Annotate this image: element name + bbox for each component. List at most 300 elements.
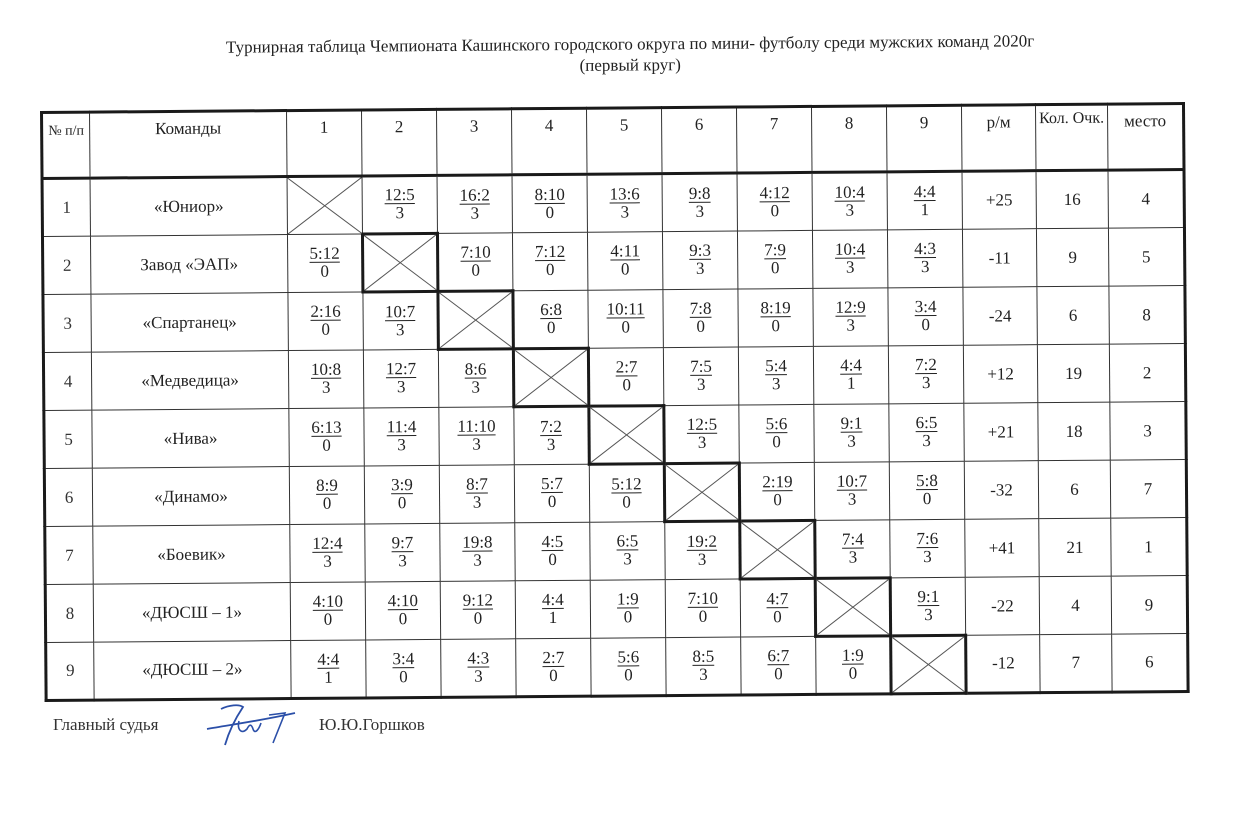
match-result-cell: [591, 638, 666, 697]
diagonal-cross-icon: [364, 235, 436, 291]
match-points: 0: [622, 374, 631, 394]
header-opponent: 1: [287, 110, 363, 177]
match-result-cell: [662, 231, 737, 290]
team-name: «Динамо»: [92, 467, 289, 527]
match-score: 5:4: [765, 356, 787, 376]
match-result: [392, 650, 414, 686]
match-result-cell: [366, 639, 441, 698]
goal-diff: -11: [962, 229, 1036, 288]
diagonal-cross-icon: [666, 465, 738, 521]
match-points: 0: [770, 258, 780, 278]
signature-icon: [199, 699, 309, 751]
match-score: 6:7: [767, 645, 790, 665]
match-score: 6:5: [915, 412, 938, 433]
goal-diff: -12: [966, 635, 1040, 694]
match-score: 9:8: [688, 183, 711, 203]
match-result-cell: [587, 232, 662, 291]
match-result: [688, 590, 719, 626]
match-score: 12:5: [686, 414, 718, 434]
match-result: [766, 590, 788, 626]
match-score: 7:10: [687, 588, 719, 608]
match-result: [617, 590, 639, 626]
match-score: 12:4: [312, 533, 343, 553]
match-score: 4:4: [541, 589, 564, 610]
match-score: 1:9: [841, 645, 864, 665]
match-score: 7:12: [534, 241, 566, 262]
match-result: [391, 534, 413, 570]
match-points: 3: [847, 489, 857, 509]
match-score: 4:11: [610, 241, 640, 261]
match-score: 7:2: [915, 354, 937, 375]
match-score: 11:10: [457, 416, 496, 436]
header-number: № п/п: [42, 112, 91, 178]
match-result-cell: [813, 288, 888, 347]
self-match-cell: [740, 520, 815, 579]
match-points: 0: [771, 316, 781, 336]
match-score: 4:3: [914, 238, 937, 259]
match-points: 3: [847, 431, 856, 451]
match-points: 0: [322, 493, 332, 513]
match-result-cell: [587, 174, 662, 233]
match-result: [606, 300, 644, 336]
match-score: 7:5: [690, 356, 712, 376]
match-result: [391, 476, 413, 512]
table-row: [42, 170, 1184, 237]
table-row: [45, 518, 1187, 585]
match-result: [384, 186, 415, 222]
goal-diff: +41: [965, 519, 1039, 578]
match-result: [541, 475, 563, 511]
match-score: 10:11: [606, 299, 645, 319]
match-result-cell: [590, 522, 665, 581]
match-result: [834, 183, 865, 219]
match-result: [610, 242, 640, 278]
match-result: [465, 360, 487, 396]
match-points: 3: [696, 374, 706, 394]
match-result: [385, 303, 416, 339]
match-result: [840, 357, 862, 393]
match-points: 3: [695, 201, 705, 221]
match-points: 3: [848, 547, 858, 567]
header-goal-diff: р/м: [961, 105, 1036, 172]
match-result: [313, 593, 344, 629]
table-row: [42, 228, 1184, 295]
match-score: 4:5: [541, 531, 564, 552]
match-score: 9:1: [840, 413, 863, 433]
header-opponent: 7: [736, 106, 812, 173]
match-points: 0: [848, 663, 858, 683]
row-number: 6: [44, 468, 92, 526]
match-score: 7:6: [916, 528, 939, 549]
table-row: [46, 634, 1188, 701]
match-result-cell: [739, 462, 814, 521]
team-name: «Юниор»: [90, 177, 287, 237]
goal-diff: +21: [964, 403, 1038, 462]
match-result: [765, 357, 787, 393]
match-score: 19:2: [686, 531, 718, 551]
match-result-cell: [439, 407, 514, 466]
match-points: 3: [623, 549, 632, 569]
match-result-cell: [814, 404, 889, 463]
match-result-cell: [440, 581, 515, 640]
match-points: 3: [395, 319, 405, 339]
match-result: [387, 418, 417, 454]
match-score: 12:9: [835, 297, 866, 317]
diagonal-cross-icon: [741, 522, 813, 578]
match-result: [463, 591, 494, 627]
row-number: 2: [42, 236, 90, 294]
diagonal-cross-icon: [439, 292, 511, 348]
match-result-cell: [815, 520, 890, 579]
match-points: 0: [471, 260, 481, 280]
header-opponent: 9: [886, 105, 962, 172]
goal-diff: +25: [962, 171, 1036, 230]
match-score: 9:7: [391, 533, 414, 553]
match-score: 12:5: [384, 185, 415, 205]
header-opponent: 3: [436, 109, 512, 176]
match-result-cell: [740, 578, 815, 637]
match-points: 3: [321, 377, 331, 397]
match-score: 4:3: [467, 647, 490, 668]
match-result-cell: [291, 640, 366, 699]
match-result: [760, 299, 791, 335]
match-result-cell: [516, 638, 591, 697]
match-result: [534, 185, 565, 221]
match-score: 3:4: [914, 296, 937, 317]
match-result-cell: [290, 524, 365, 583]
match-points: 3: [697, 432, 707, 452]
team-name: «Боевик»: [93, 525, 290, 585]
match-result-cell: [514, 406, 589, 465]
match-score: 16:2: [459, 184, 490, 205]
match-score: 4:10: [312, 591, 344, 611]
match-points: 3: [697, 549, 707, 569]
standings-sheet: [40, 102, 1190, 702]
match-points: 0: [547, 491, 557, 512]
match-result-cell: [364, 465, 439, 524]
match-score: 7:2: [540, 416, 562, 436]
match-result-cell: [590, 580, 665, 639]
match-result: [311, 361, 342, 397]
row-number: 1: [42, 178, 90, 236]
match-score: 7:10: [460, 241, 491, 262]
final-place: 4: [1108, 170, 1184, 229]
judge-name: Ю.Ю.Горшков: [319, 715, 425, 734]
match-result: [689, 184, 711, 220]
total-points: 18: [1038, 402, 1110, 461]
match-points: 3: [846, 315, 856, 335]
match-points: 0: [321, 319, 331, 339]
match-result-cell: [814, 462, 889, 521]
match-result: [690, 300, 712, 336]
match-result: [689, 242, 711, 278]
match-points: 3: [470, 203, 480, 223]
match-result-cell: [288, 292, 363, 351]
match-points: 3: [396, 377, 406, 397]
goal-diff: +12: [963, 345, 1037, 404]
match-score: 3:4: [392, 648, 415, 668]
match-result: [460, 243, 491, 279]
match-points: 3: [695, 258, 705, 278]
match-result-cell: [737, 230, 812, 289]
final-place: 7: [1110, 460, 1186, 519]
header-teams: Команды: [90, 111, 288, 179]
match-points: 0: [545, 202, 555, 222]
match-result-cell: [738, 288, 813, 347]
match-points: 0: [921, 315, 931, 335]
match-points: 0: [549, 665, 558, 685]
match-result: [388, 592, 419, 628]
match-points: 3: [620, 201, 630, 221]
match-points: 0: [773, 489, 782, 509]
match-points: 3: [771, 374, 781, 394]
match-result: [914, 182, 936, 218]
table-row: [45, 576, 1187, 643]
table-row: [43, 344, 1185, 411]
header-opponent: 6: [661, 107, 737, 174]
match-points: 0: [399, 666, 408, 686]
match-result-cell: [663, 289, 738, 348]
match-points: 1: [324, 667, 333, 687]
match-score: 10:8: [310, 359, 342, 379]
match-score: 4:4: [913, 181, 936, 201]
match-points: 3: [922, 431, 931, 451]
match-result-cell: [812, 172, 887, 231]
total-points: 4: [1039, 576, 1111, 635]
match-result: [535, 243, 566, 279]
match-points: 3: [699, 664, 708, 684]
match-score: 6:8: [540, 299, 563, 319]
match-result-cell: [890, 577, 965, 636]
final-place: 9: [1111, 576, 1187, 635]
match-result-cell: [439, 465, 514, 524]
table-row: [44, 460, 1186, 527]
self-match-cell: [362, 233, 437, 292]
self-match-cell: [664, 463, 739, 522]
match-result-cell: [362, 175, 437, 234]
match-result: [916, 472, 938, 508]
match-result-cell: [437, 233, 512, 292]
goal-diff: -22: [965, 577, 1039, 636]
match-result-cell: [738, 346, 813, 405]
match-result: [764, 241, 786, 277]
match-result-cell: [289, 408, 364, 467]
match-score: 2:7: [542, 647, 565, 667]
match-points: 0: [322, 435, 331, 455]
match-points: 0: [774, 663, 783, 683]
match-score: 11:4: [386, 417, 417, 437]
total-points: 9: [1036, 228, 1108, 287]
match-result: [841, 415, 863, 451]
header-points: Кол. Очк.: [1035, 104, 1108, 171]
match-score: 7:8: [689, 298, 712, 318]
match-result-cell: [737, 172, 812, 231]
match-result-cell: [364, 407, 439, 466]
match-points: 0: [621, 317, 631, 337]
match-score: 6:13: [311, 417, 342, 437]
row-number: 9: [46, 642, 94, 700]
header-opponent: 4: [511, 108, 587, 175]
match-result-cell: [887, 229, 962, 288]
diagonal-cross-icon: [590, 407, 662, 463]
match-score: 2:16: [310, 301, 341, 321]
self-match-cell: [589, 406, 664, 465]
match-result-cell: [888, 287, 963, 346]
row-number: 3: [43, 294, 91, 352]
match-result: [917, 587, 939, 623]
match-result: [842, 530, 864, 566]
match-score: 8:10: [534, 184, 565, 204]
team-name: «Спартанец»: [91, 293, 288, 353]
match-result-cell: [589, 464, 664, 523]
match-result-cell: [816, 636, 891, 695]
match-result: [542, 648, 564, 684]
diagonal-cross-icon: [288, 177, 362, 234]
match-points: 0: [620, 259, 630, 279]
team-name: «Медведица»: [91, 351, 288, 411]
match-points: 1: [548, 607, 558, 628]
match-result-cell: [889, 461, 964, 520]
match-points: 0: [548, 549, 557, 570]
row-number: 5: [44, 410, 92, 468]
match-result-cell: [365, 581, 440, 640]
match-score: 13:6: [609, 183, 640, 204]
match-points: 0: [320, 261, 330, 281]
title-line-2: (первый круг): [579, 55, 681, 75]
total-points: 6: [1037, 286, 1109, 345]
match-result: [540, 417, 562, 453]
team-name: «ДЮСШ – 2»: [94, 641, 291, 701]
match-result: [837, 473, 868, 509]
match-result-cell: [663, 347, 738, 406]
match-result-cell: [515, 522, 590, 581]
match-points: 0: [624, 664, 633, 684]
row-number: 7: [45, 526, 93, 584]
match-score: 9:3: [689, 240, 712, 260]
match-result: [611, 475, 642, 511]
match-points: 3: [395, 203, 405, 223]
final-place: 5: [1108, 228, 1184, 287]
match-points: 3: [398, 551, 407, 571]
match-score: 10:4: [834, 182, 865, 202]
final-place: 8: [1109, 286, 1185, 345]
judge-label: Главный судья: [53, 715, 159, 734]
match-points: 0: [698, 606, 708, 626]
match-points: 0: [622, 491, 631, 511]
match-result: [309, 245, 340, 281]
match-result: [616, 358, 638, 394]
header-row: [42, 104, 1184, 179]
match-points: 3: [923, 547, 932, 567]
match-points: 1: [846, 373, 856, 393]
table-row: [44, 402, 1186, 469]
header-opponent: 8: [811, 106, 887, 173]
table-row: [43, 286, 1185, 353]
match-points: 3: [474, 666, 483, 686]
match-points: 0: [772, 432, 781, 452]
match-points: 0: [473, 608, 483, 628]
match-result-cell: [664, 405, 739, 464]
match-result: [542, 591, 564, 627]
match-points: 1: [920, 199, 930, 219]
match-result-cell: [665, 579, 740, 638]
match-result: [462, 533, 493, 569]
match-result-cell: [440, 523, 515, 582]
match-points: 3: [472, 434, 481, 454]
match-points: 0: [623, 607, 633, 627]
match-result: [466, 475, 488, 511]
match-result-cell: [666, 637, 741, 696]
match-result-cell: [514, 464, 589, 523]
match-points: 3: [845, 200, 855, 220]
match-result: [766, 415, 788, 451]
match-result: [687, 532, 718, 568]
match-result-cell: [438, 349, 513, 408]
row-number: 8: [45, 584, 93, 642]
match-score: 8:19: [760, 298, 791, 318]
match-result-cell: [512, 174, 587, 233]
match-result: [759, 184, 790, 220]
match-result-cell: [437, 175, 512, 234]
total-points: 6: [1038, 460, 1110, 519]
match-score: 10:4: [834, 239, 866, 259]
match-score: 7:4: [841, 529, 864, 549]
match-result-cell: [363, 349, 438, 408]
match-result: [687, 415, 718, 451]
total-points: 7: [1040, 634, 1112, 693]
match-score: 4:10: [387, 591, 419, 611]
match-result-cell: [889, 403, 964, 462]
self-match-cell: [891, 635, 966, 694]
match-result-cell: [739, 404, 814, 463]
diagonal-cross-icon: [515, 350, 587, 406]
standings-body: [42, 170, 1188, 701]
match-score: 4:4: [840, 355, 862, 375]
match-score: 1:9: [616, 589, 639, 609]
match-result: [690, 358, 712, 394]
match-score: 5:6: [765, 414, 788, 434]
match-points: 0: [773, 606, 782, 626]
match-result-cell: [890, 519, 965, 578]
match-points: 3: [397, 435, 406, 455]
match-result: [459, 186, 490, 222]
match-result-cell: [289, 466, 364, 525]
final-place: 3: [1110, 402, 1186, 461]
match-points: 0: [922, 489, 932, 509]
match-score: 4:7: [766, 588, 789, 608]
match-score: 10:7: [836, 471, 868, 491]
match-result: [835, 299, 866, 335]
match-result-cell: [812, 230, 887, 289]
row-number: 4: [43, 352, 91, 410]
match-points: 3: [472, 492, 482, 512]
match-score: 8:9: [315, 475, 338, 495]
match-points: 3: [473, 550, 482, 570]
match-points: 0: [397, 493, 407, 513]
match-score: 5:6: [617, 646, 640, 666]
final-place: 6: [1112, 634, 1188, 693]
match-result-cell: [290, 582, 365, 641]
final-place: 1: [1111, 518, 1187, 577]
match-points: 3: [546, 434, 556, 454]
match-points: 3: [921, 373, 931, 393]
match-points: 3: [471, 377, 480, 397]
match-score: 5:12: [309, 243, 340, 263]
match-result-cell: [813, 346, 888, 405]
match-score: 5:12: [611, 473, 642, 494]
match-result-cell: [515, 580, 590, 639]
match-result: [386, 360, 417, 396]
